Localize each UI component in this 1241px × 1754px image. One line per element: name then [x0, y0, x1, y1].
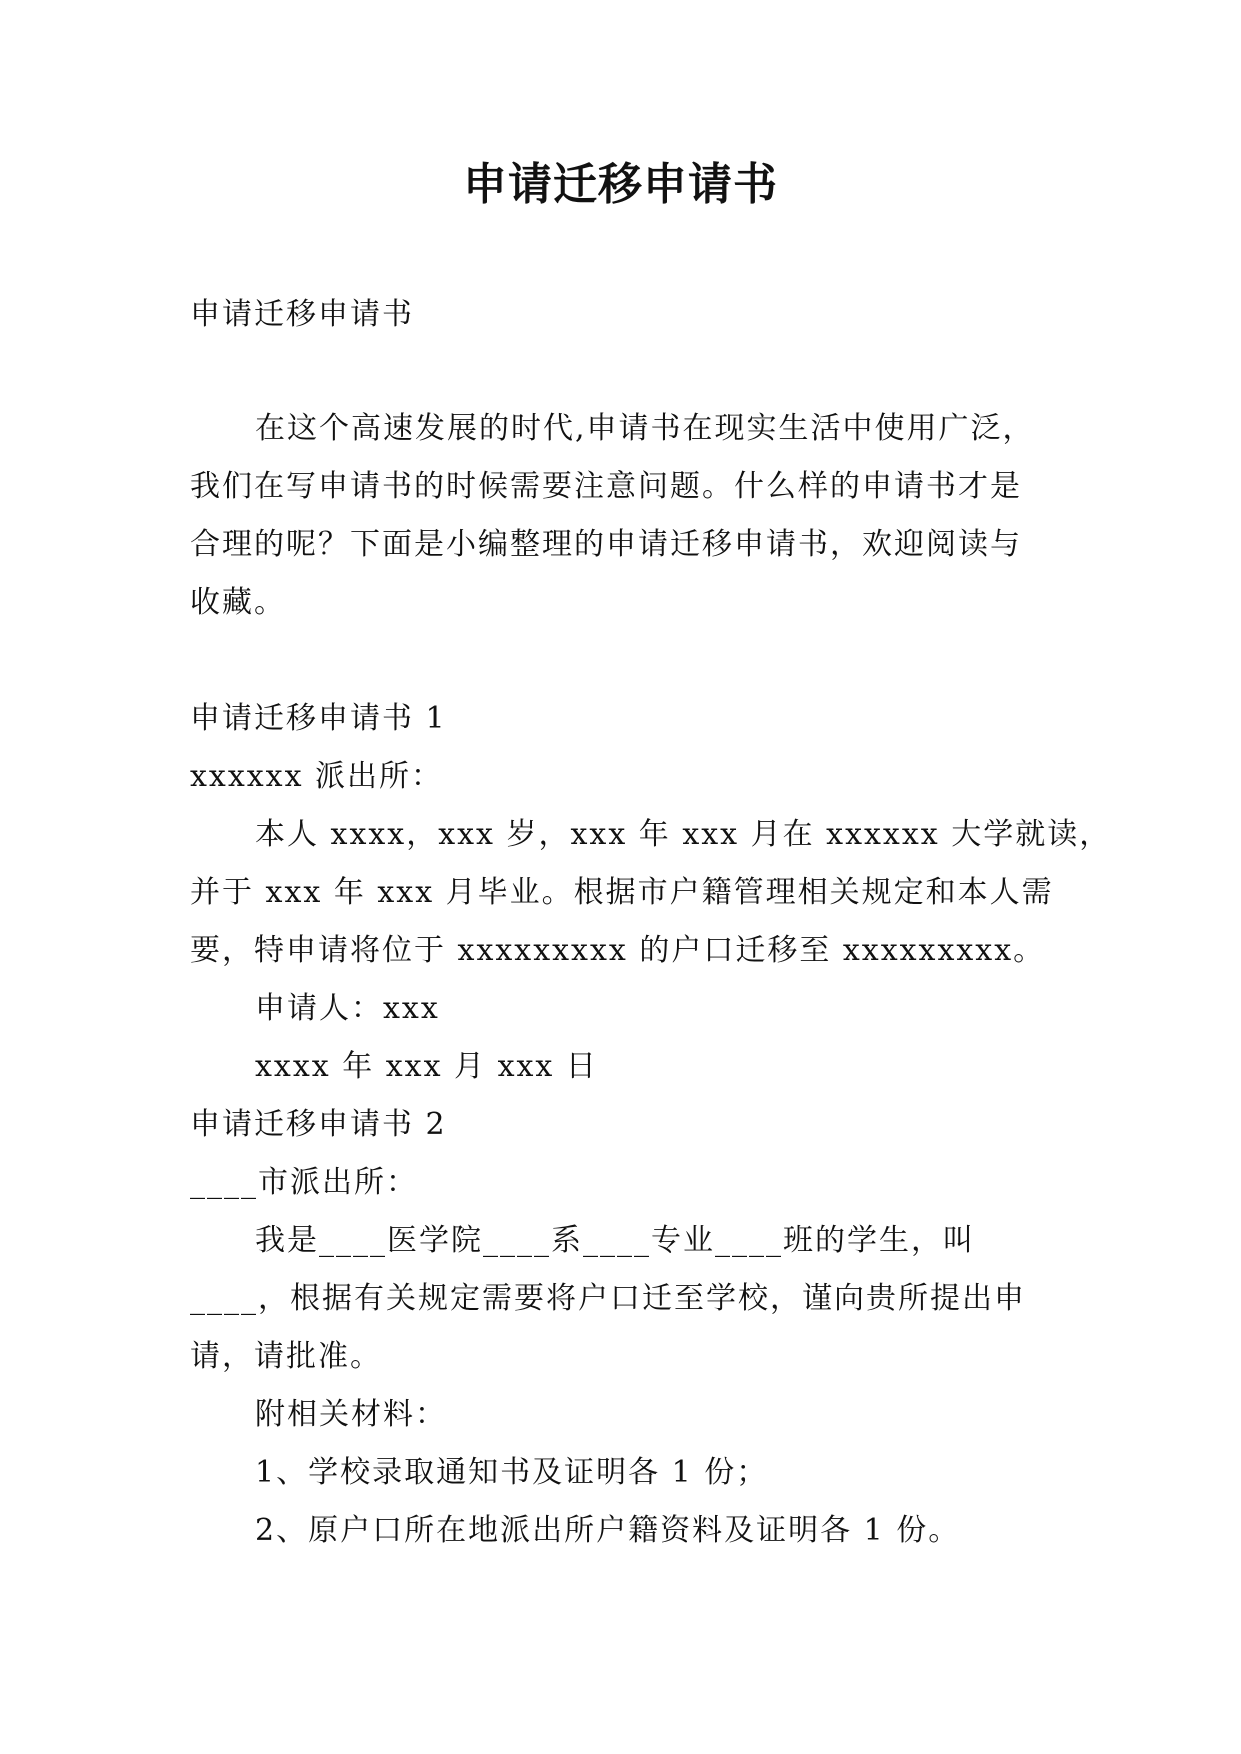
letter2-addressee: ____市派出所： [190, 1165, 418, 1200]
intro-line-1: 在这个高速发展的时代,申请书在现实生活中使用广泛， [255, 411, 1035, 446]
document-title: 申请迁移申请书 [463, 159, 778, 210]
letter2-body-line-2: ____，根据有关规定需要将户口迁至学校，谨向贵所提出申 [190, 1281, 1026, 1316]
attachment-item-1: 1、学校录取通知书及证明各 1 份； [255, 1455, 769, 1490]
letter2-attachments-label: 附相关材料： [255, 1397, 447, 1432]
letter1-body-line-1: 本人 xxxx，xxx 岁，xxx 年 xxx 月在 xxxxxx 大学就读， [255, 817, 1112, 852]
intro-line-4: 收藏。 [190, 585, 286, 620]
attachment-item-2: 2、原户口所在地派出所户籍资料及证明各 1 份。 [255, 1513, 961, 1548]
letter1-heading: 申请迁移申请书 1 [190, 701, 447, 736]
letter1-addressee: xxxxxx 派出所： [190, 759, 444, 794]
letter1-body-line-2: 并于 xxx 年 xxx 月毕业。根据市户籍管理相关规定和本人需 [190, 875, 1054, 910]
letter1-body-line-3: 要，特申请将位于 xxxxxxxxx 的户口迁移至 xxxxxxxxx。 [190, 933, 1046, 968]
section-subtitle: 申请迁移申请书 [190, 297, 414, 332]
letter1-applicant: 申请人：xxx [255, 991, 440, 1026]
intro-line-2: 我们在写申请书的时候需要注意问题。什么样的申请书才是 [190, 469, 1022, 504]
letter2-heading: 申请迁移申请书 2 [190, 1107, 447, 1142]
letter2-body-line-1: 我是____医学院____系____专业____班的学生，叫 [255, 1223, 975, 1258]
intro-line-3: 合理的呢？下面是小编整理的申请迁移申请书，欢迎阅读与 [190, 527, 1022, 562]
letter1-date: xxxx 年 xxx 月 xxx 日 [255, 1049, 598, 1084]
letter2-body-line-3: 请，请批准。 [190, 1339, 382, 1374]
